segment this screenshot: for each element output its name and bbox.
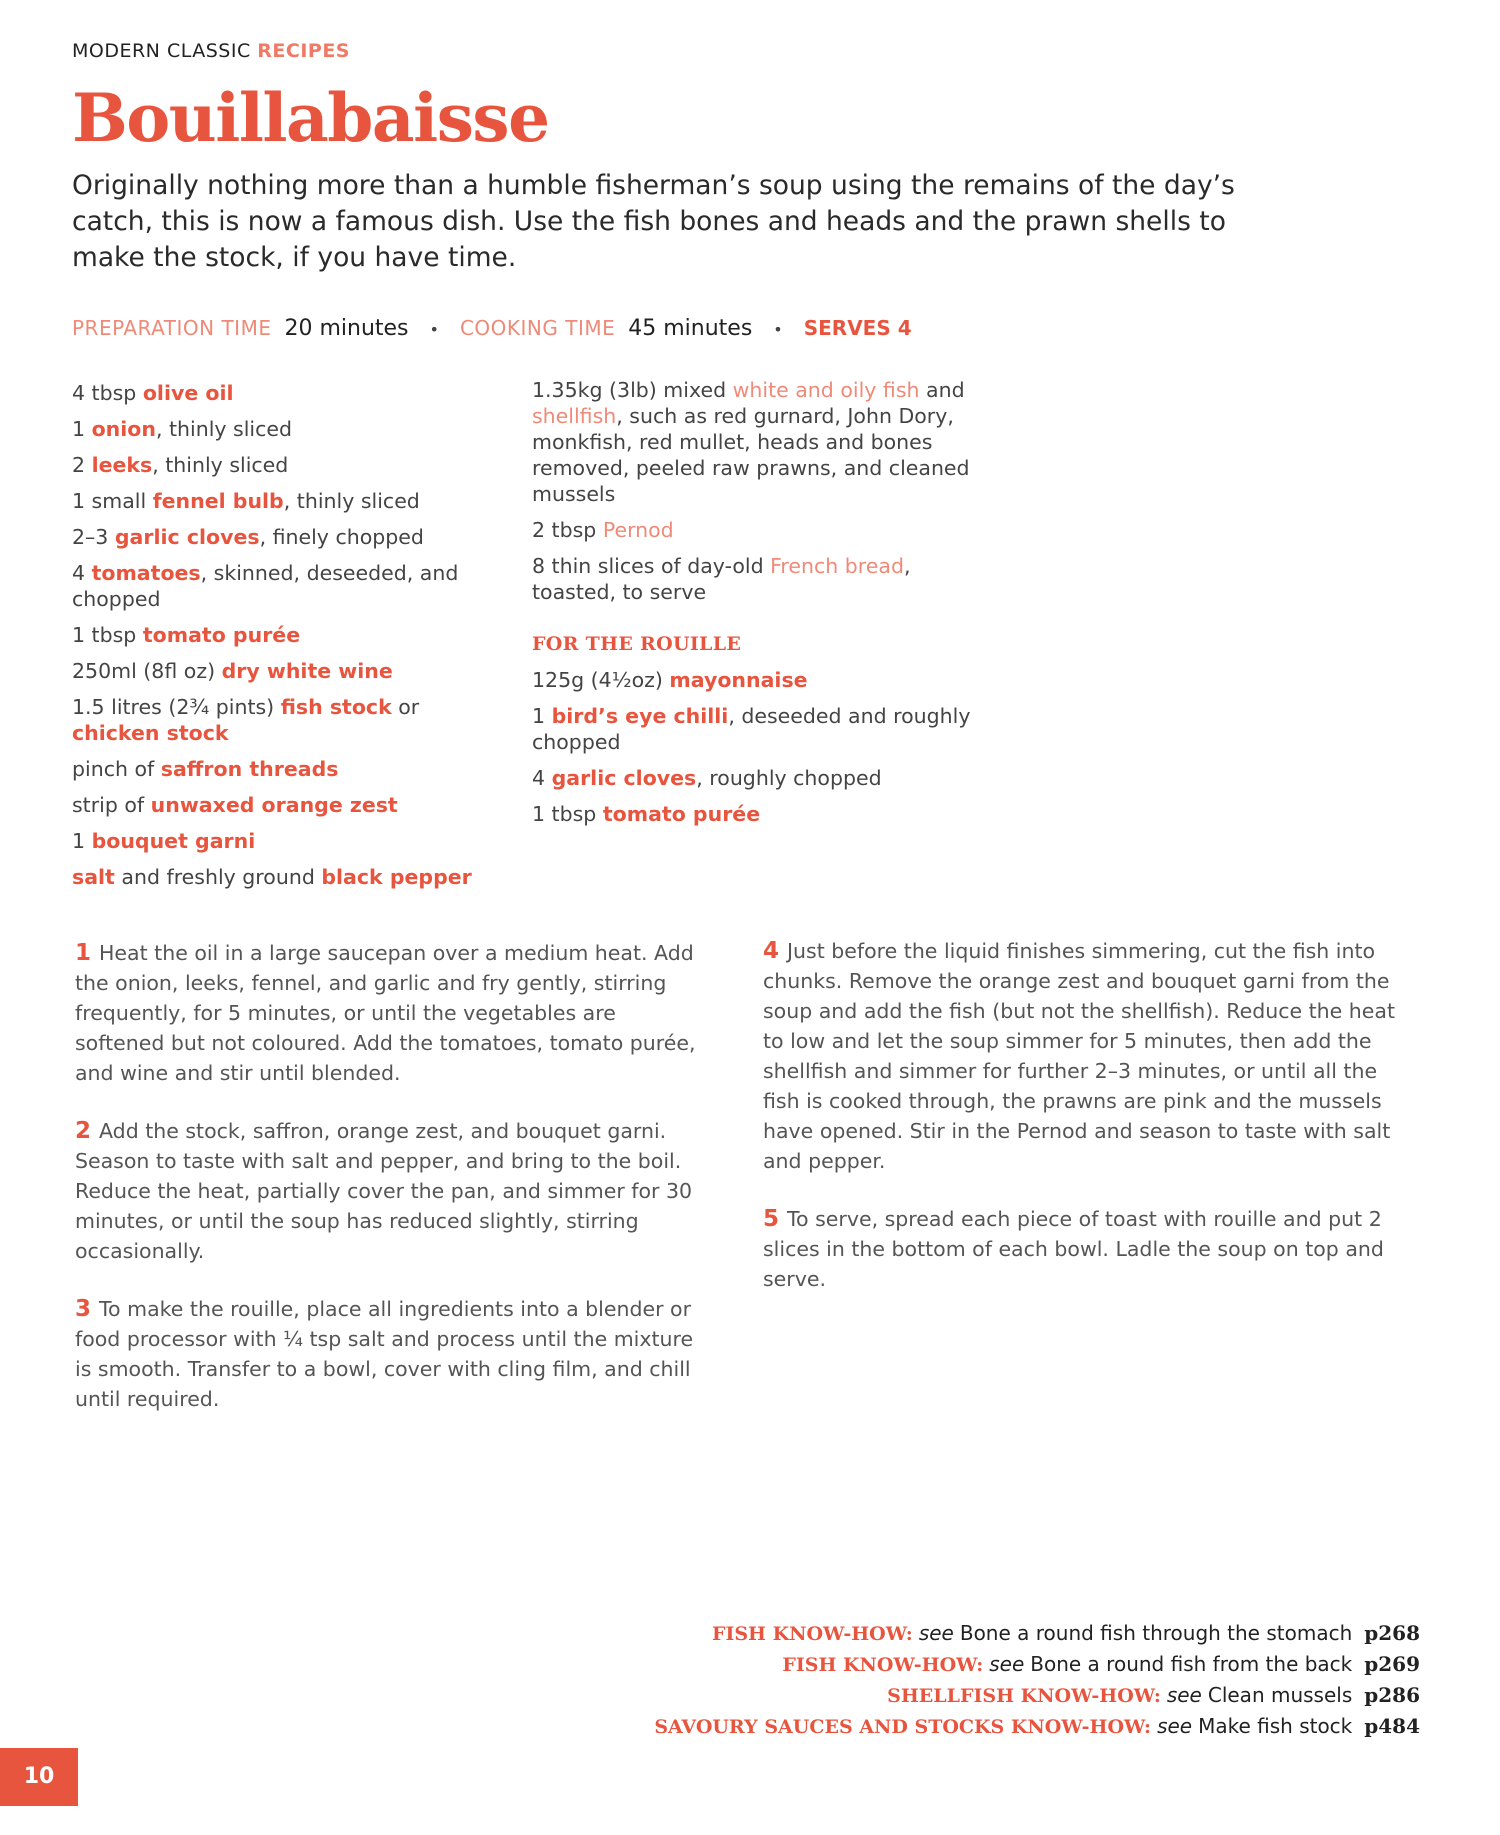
ingredient-name: shellfish (532, 404, 617, 428)
reference-section: SHELLFISH KNOW-HOW: (887, 1685, 1161, 1707)
ingredient-note: , thinly sliced (155, 417, 293, 441)
ingredient-name: saffron threads (160, 757, 339, 781)
reference-section: FISH KNOW-HOW: (782, 1654, 984, 1676)
ingredient-item (72, 416, 512, 442)
ingredient-item (532, 765, 972, 791)
reference-line (654, 1649, 1420, 1680)
ingredient-name: bouquet garni (91, 829, 256, 853)
ingredient-joiner: and freshly ground (114, 865, 322, 889)
ingredient-note: , roughly chopped (696, 766, 882, 790)
ingredient-name: fish stock (280, 695, 392, 719)
ingredient-item (72, 694, 512, 746)
reference-topic: Bone a round fish from the back (1030, 1652, 1353, 1676)
reference-topic: Make fish stock (1198, 1714, 1353, 1738)
method-step (75, 1294, 705, 1414)
ingredient-item (72, 622, 512, 648)
ingredient-name: garlic cloves (551, 766, 697, 790)
ingredient-joiner: and (919, 378, 965, 402)
rouille-heading: FOR THE ROUILLE (532, 633, 742, 655)
method-step (763, 1204, 1403, 1294)
ingredient-item (72, 524, 512, 550)
ingredient-name: tomato purée (142, 623, 301, 647)
ingredient-item (72, 756, 512, 782)
ingredient-quantity: 4 (532, 766, 552, 790)
prep-time-label: PREPARATION TIME (72, 316, 272, 340)
ingredient-name: bird’s eye chilli (551, 704, 729, 728)
ingredient-quantity: 1.35kg (3lb) mixed (532, 378, 733, 402)
ingredient-item (72, 380, 512, 406)
ingredient-note: , skinned, deseeded, and chopped (72, 561, 459, 611)
ingredient-item (72, 560, 512, 612)
recipe-meta (72, 316, 912, 341)
reference-page: p286 (1364, 1683, 1420, 1707)
ingredient-note: , finely chopped (259, 525, 424, 549)
ingredient-note: , toasted, to serve (532, 554, 911, 604)
ingredient-quantity: 250ml (8fl oz) (72, 659, 222, 683)
reference-page: p269 (1364, 1652, 1420, 1676)
ingredient-name: chicken stock (72, 721, 229, 745)
ingredient-quantity: 2 tbsp (532, 518, 603, 542)
ingredient-name: leeks (91, 453, 153, 477)
ingredient-item (72, 828, 512, 854)
cook-time-value: 45 minutes (628, 316, 753, 341)
ingredient-note: , deseeded and roughly chopped (532, 704, 971, 754)
ingredient-name: unwaxed orange zest (150, 793, 398, 817)
reference-line (654, 1618, 1420, 1649)
reference-line (654, 1711, 1420, 1742)
serves-label: SERVES 4 (803, 316, 912, 340)
ingredient-quantity: 1 tbsp (532, 802, 603, 826)
step-text: Add the stock, saffron, orange zest, and bouquet garni. Season to taste with salt and pepper, and bring to the boil. Reduce the heat, partially cover the pan, and simmer for 30 minutes, or until the soup has reduced slightly, stirring occasionally. (75, 1119, 693, 1263)
reference-topic: Clean mussels (1207, 1683, 1353, 1707)
ingredients-list-main (72, 380, 512, 900)
method-steps-left (75, 938, 705, 1442)
cross-references (654, 1618, 1420, 1742)
prep-time-value: 20 minutes (284, 316, 409, 341)
ingredient-name: garlic cloves (114, 525, 260, 549)
ingredient-name: Pernod (602, 518, 674, 542)
ingredient-item (532, 801, 972, 827)
ingredient-quantity: 4 tbsp (72, 381, 143, 405)
ingredient-name: onion (91, 417, 156, 441)
ingredient-item (532, 553, 972, 605)
ingredient-item (532, 517, 972, 543)
ingredient-joiner: or (391, 695, 420, 719)
reference-line (654, 1680, 1420, 1711)
kicker-accent: RECIPES (257, 40, 350, 62)
ingredient-item (72, 792, 512, 818)
ingredient-item (72, 658, 512, 684)
ingredient-quantity: 1.5 litres (2¾ pints) (72, 695, 281, 719)
ingredient-quantity: 2 (72, 453, 92, 477)
reference-section: SAVOURY SAUCES AND STOCKS KNOW-HOW: (654, 1716, 1152, 1738)
recipe-title: Bouillabaisse (72, 79, 549, 157)
ingredient-name: fennel bulb (152, 489, 284, 513)
step-number: 2 (75, 1118, 92, 1144)
step-number: 3 (75, 1296, 92, 1322)
ingredient-quantity: 125g (4½oz) (532, 668, 670, 692)
reference-see: see (918, 1621, 954, 1645)
ingredient-quantity: 8 thin slices of day-old (532, 554, 771, 578)
ingredient-quantity: 1 tbsp (72, 623, 143, 647)
ingredient-quantity: 1 (72, 417, 92, 441)
step-number: 1 (75, 940, 92, 966)
ingredient-quantity: 1 (72, 829, 92, 853)
ingredient-item (72, 488, 512, 514)
ingredient-quantity: pinch of (72, 757, 161, 781)
kicker-main: MODERN CLASSIC (72, 40, 251, 62)
step-text: Just before the liquid finishes simmering, cut the fish into chunks. Remove the orange zest and bouquet garni from the soup and add the fish (but not the shellfish). Reduce the heat to low and let the soup simmer for 5 minutes, then add the shellfish and simmer for further 2–3 minutes, or until all the fish is cooked through, the prawns are pink and the mussels have opened. Stir in the Pernod and season to taste with salt and pepper. (763, 939, 1395, 1173)
step-number: 4 (763, 938, 780, 964)
ingredient-item (532, 703, 972, 755)
method-step (763, 936, 1403, 1176)
method-step (75, 938, 705, 1088)
ingredient-name: dry white wine (221, 659, 393, 683)
step-text: Heat the oil in a large saucepan over a medium heat. Add the onion, leeks, fennel, and garlic and fry gently, stirring frequently, for 5 minutes, or until the vegetables are softened but not coloured. Add the tomatoes, tomato purée, and wine and stir until blended. (75, 941, 696, 1085)
ingredient-note: , thinly sliced (283, 489, 420, 513)
ingredient-item (72, 452, 512, 478)
reference-topic: Bone a round fish through the stomach (959, 1621, 1353, 1645)
page-number-badge: 10 (0, 1748, 78, 1806)
ingredients-column-right (532, 377, 972, 837)
ingredient-name: tomatoes (91, 561, 201, 585)
ingredient-item (532, 377, 972, 507)
reference-page: p268 (1364, 1621, 1420, 1645)
cook-time-label: COOKING TIME (459, 316, 616, 340)
method-step (75, 1116, 705, 1266)
step-text: To serve, spread each piece of toast with rouille and put 2 slices in the bottom of each bowl. Ladle the soup on top and serve. (763, 1207, 1384, 1291)
reference-page: p484 (1364, 1714, 1420, 1738)
bullet-separator: • (429, 320, 439, 339)
ingredient-item (532, 667, 972, 693)
ingredient-quantity: 2–3 (72, 525, 115, 549)
reference-see: see (1157, 1714, 1193, 1738)
step-text: To make the rouille, place all ingredients into a blender or food processor with ¼ tsp salt and process until the mixture is smooth. Transfer to a bowl, cover with cling film, and chill until required. (75, 1297, 694, 1411)
reference-section: FISH KNOW-HOW: (711, 1623, 913, 1645)
ingredient-name: olive oil (142, 381, 234, 405)
bullet-separator: • (773, 320, 783, 339)
ingredient-quantity: strip of (72, 793, 151, 817)
ingredient-name: black pepper (321, 865, 472, 889)
reference-see: see (989, 1652, 1025, 1676)
ingredient-quantity: 4 (72, 561, 92, 585)
ingredient-name: salt (72, 865, 115, 889)
ingredient-item (72, 864, 512, 890)
ingredient-name: mayonnaise (669, 668, 808, 692)
recipe-intro: Originally nothing more than a humble fisherman’s soup using the remains of the day’s catch, this is now a famous dish. Use the fish bones and heads and the prawn shells to make the stock, if you have time. (72, 170, 1235, 273)
ingredient-quantity: 1 (532, 704, 552, 728)
method-steps-right (763, 936, 1403, 1322)
ingredient-note: , such as red gurnard, John Dory, monkfish, red mullet, heads and bones removed, peeled raw prawns, and cleaned mussels (532, 404, 970, 506)
ingredient-name: white and oily fish (732, 378, 920, 402)
ingredient-quantity: 1 small (72, 489, 153, 513)
section-kicker (72, 40, 350, 62)
ingredient-note: , thinly sliced (152, 453, 289, 477)
ingredient-name: French bread (770, 554, 904, 578)
step-number: 5 (763, 1206, 780, 1232)
ingredients-list-rouille (532, 667, 972, 827)
ingredient-name: tomato purée (602, 802, 761, 826)
ingredients-list-fish (532, 377, 972, 605)
reference-see: see (1166, 1683, 1202, 1707)
